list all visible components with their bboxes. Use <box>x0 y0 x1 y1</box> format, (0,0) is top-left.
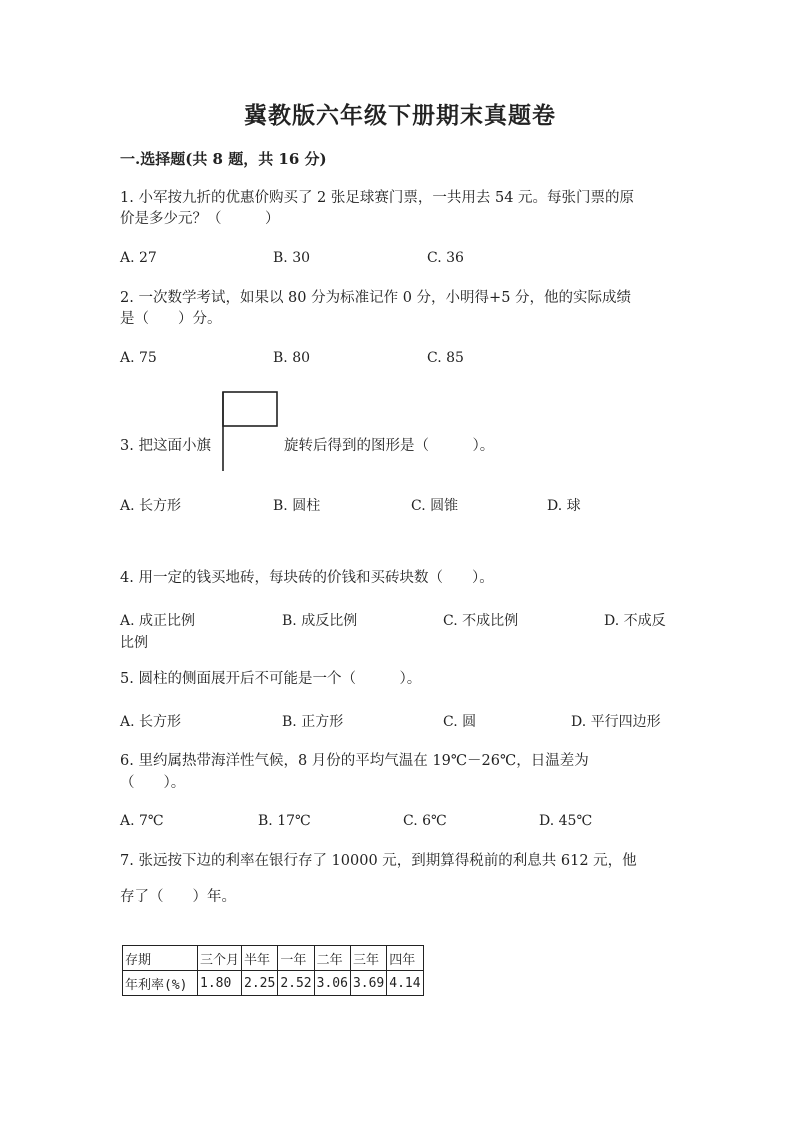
table-header-cell: 四年 <box>387 946 423 971</box>
table-header-cell: 存期 <box>123 946 198 971</box>
question-4-option-d-wrap: 比例 <box>120 635 148 651</box>
table-cell: 3.69 <box>350 971 386 996</box>
table-header-row <box>123 946 424 971</box>
flag-figure <box>220 391 280 473</box>
interest-rate-table <box>122 945 424 996</box>
question-3-option-d: D. 球 <box>547 498 581 514</box>
question-4-option-a: A. 成正比例 <box>120 613 196 629</box>
question-6-line-2: （ ）。 <box>120 775 186 791</box>
question-3-text-after: 旋转后得到的图形是（ ）。 <box>284 438 495 454</box>
question-1-option-c: C. 36 <box>427 250 464 266</box>
table-cell: 2.52 <box>278 971 314 996</box>
question-2-option-b: B. 80 <box>273 350 311 366</box>
question-1-option-a: A. 27 <box>120 250 157 266</box>
section-heading: 一.选择题(共 8 题，共 16 分) <box>120 150 327 168</box>
table-header-cell: 三年 <box>350 946 386 971</box>
question-3-option-b: B. 圆柱 <box>273 498 321 514</box>
page-title: 冀教版六年级下册期末真题卷 <box>244 102 556 129</box>
question-5-line-1: 5. 圆柱的侧面展开后不可能是一个（ ）。 <box>120 671 422 687</box>
question-4-option-d: D. 不成反 <box>604 613 666 629</box>
question-5-option-b: B. 正方形 <box>282 714 344 730</box>
table-row <box>123 971 424 996</box>
question-7-line-2: 存了（ ）年。 <box>120 889 236 905</box>
question-1-option-b: B. 30 <box>273 250 311 266</box>
question-2-line-2: 是（ ）分。 <box>120 311 222 327</box>
question-3-text-before: 3. 把这面小旗 <box>120 438 211 454</box>
question-3-option-c: C. 圆锥 <box>411 498 459 514</box>
table-header-cell: 二年 <box>314 946 350 971</box>
question-6-option-c: C. 6℃ <box>403 813 447 829</box>
table-cell: 1.80 <box>198 971 242 996</box>
question-4-line-1: 4. 用一定的钱买地砖，每块砖的价钱和买砖块数（ ）。 <box>120 570 494 586</box>
table-cell: 年利率(%) <box>123 971 198 996</box>
question-5-option-a: A. 长方形 <box>120 714 182 730</box>
question-6-line-1: 6. 里约属热带海洋性气候，8 月份的平均气温在 19℃－26℃，日温差为 <box>120 753 589 769</box>
question-6-option-b: B. 17℃ <box>258 813 311 829</box>
question-4-option-b: B. 成反比例 <box>282 613 358 629</box>
question-6-option-a: A. 7℃ <box>120 813 164 829</box>
question-5-option-c: C. 圆 <box>443 714 477 730</box>
table-cell: 3.06 <box>314 971 350 996</box>
table-header-cell: 半年 <box>242 946 278 971</box>
question-6-option-d: D. 45℃ <box>539 813 593 829</box>
question-2-option-a: A. 75 <box>120 350 157 366</box>
question-2-option-c: C. 85 <box>427 350 464 366</box>
table-header-cell: 三个月 <box>198 946 242 971</box>
question-1-line-1: 1. 小军按九折的优惠价购买了 2 张足球赛门票，一共用去 54 元。每张门票的原 <box>120 190 635 206</box>
table-cell: 2.25 <box>242 971 278 996</box>
question-3-option-a: A. 长方形 <box>120 498 182 514</box>
table-cell: 4.14 <box>387 971 423 996</box>
question-5-option-d: D. 平行四边形 <box>571 714 661 730</box>
table-header-cell: 一年 <box>278 946 314 971</box>
question-4-option-c: C. 不成比例 <box>443 613 519 629</box>
question-2-line-1: 2. 一次数学考试，如果以 80 分为标准记作 0 分，小明得+5 分，他的实际成绩 <box>120 290 632 306</box>
question-1-line-2: 价是多少元？（ ） <box>120 211 280 227</box>
question-7-line-1: 7. 张远按下边的利率在银行存了 10000 元，到期算得税前的利息共 612 元，他 <box>120 853 637 869</box>
